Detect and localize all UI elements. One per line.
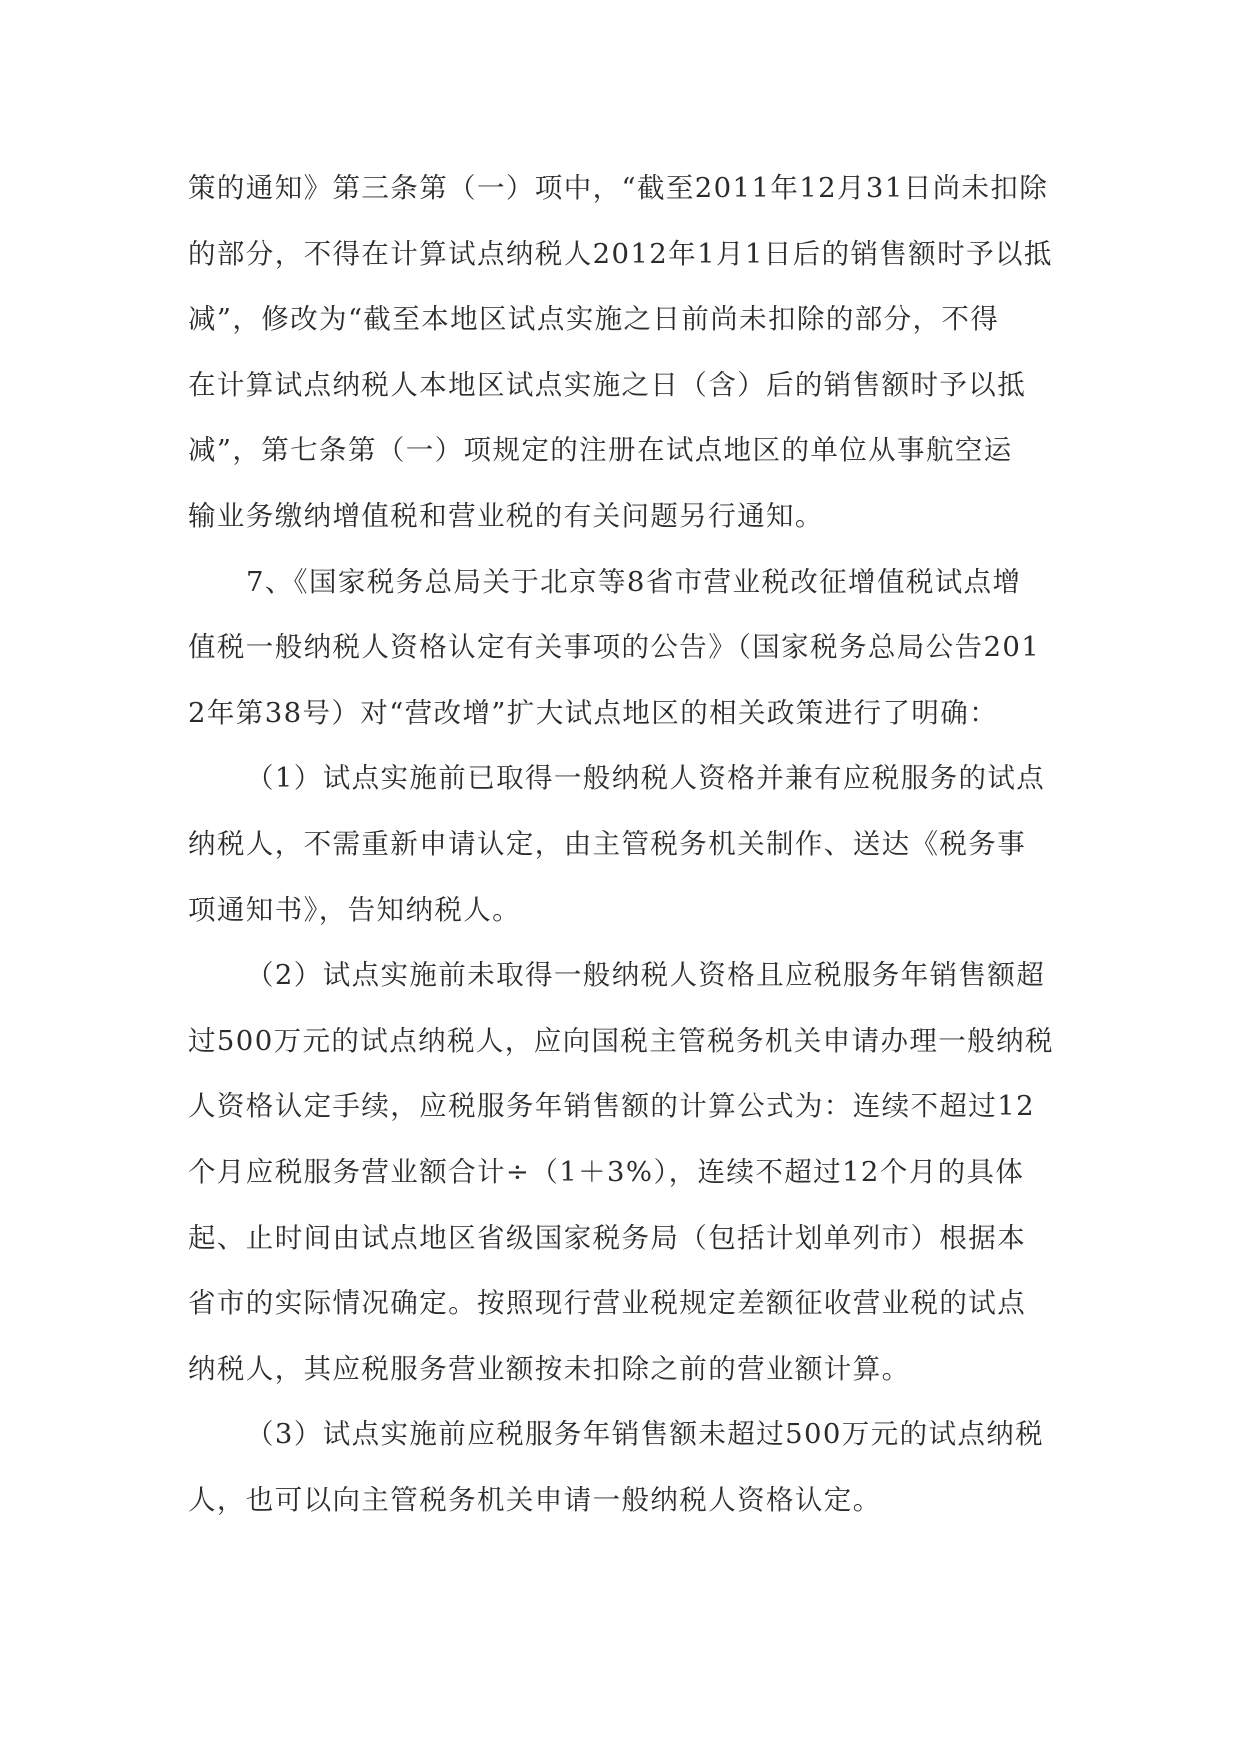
paragraph-start-line: 7、《国家税务总局关于北京等8省市营业税改征增值税试点增 [246,565,1022,598]
text-line: 纳税人，不需重新申请认定，由主管税务机关制作、送达《税务事 [188,827,1027,860]
text-line: 项通知书》，告知纳税人。 [188,893,522,926]
text-line: 减”，修改为“截至本地区试点实施之日前尚未扣除的部分，不得 [188,303,1000,336]
text-line: 起、止时间由试点地区省级国家税务局（包括计划单列市）根据本 [188,1221,1027,1254]
text-line: 省市的实际情况确定。按照现行营业税规定差额征收营业税的试点 [188,1287,1027,1320]
text-line: 人，也可以向主管税务机关申请一般纳税人资格认定。 [188,1483,882,1516]
paragraph-start-line: （1）试点实施前已取得一般纳税人资格并兼有应税服务的试点 [246,762,1046,795]
text-line: 2年第38号）对“营改增”扩大试点地区的相关政策进行了明确： [188,696,999,729]
text-line: 策的通知》第三条第（一）项中，“截至2011年12月31日尚未扣除 [188,172,1049,204]
paragraph-start-line: （3）试点实施前应税服务年销售额未超过500万元的试点纳税 [246,1418,1045,1451]
text-line: 过500万元的试点纳税人，应向国税主管税务机关申请办理一般纳税 [188,1024,1054,1057]
paragraph-start-line: （2）试点实施前未取得一般纳税人资格且应税服务年销售额超 [246,959,1046,992]
text-line: 在计算试点纳税人本地区试点实施之日（含）后的销售额时予以抵 [188,368,1027,401]
text-line: 个月应税服务营业额合计÷（1＋3%），连续不超过12个月的具体 [188,1155,1025,1188]
text-line: 值税一般纳税人资格认定有关事项的公告》（国家税务总局公告201 [188,631,1041,664]
text-line: 减”，第七条第（一）项规定的注册在试点地区的单位从事航空运 [188,434,1013,467]
text-line: 人资格认定手续，应税服务年销售额的计算公式为：连续不超过12 [188,1090,1035,1123]
document-body [188,156,1060,1533]
text-line: 输业务缴纳增值税和营业税的有关问题另行通知。 [188,499,824,532]
text-line: 纳税人，其应税服务营业额按未扣除之前的营业额计算。 [188,1352,911,1385]
text-line: 的部分，不得在计算试点纳税人2012年1月1日后的销售额时予以抵 [188,237,1053,270]
